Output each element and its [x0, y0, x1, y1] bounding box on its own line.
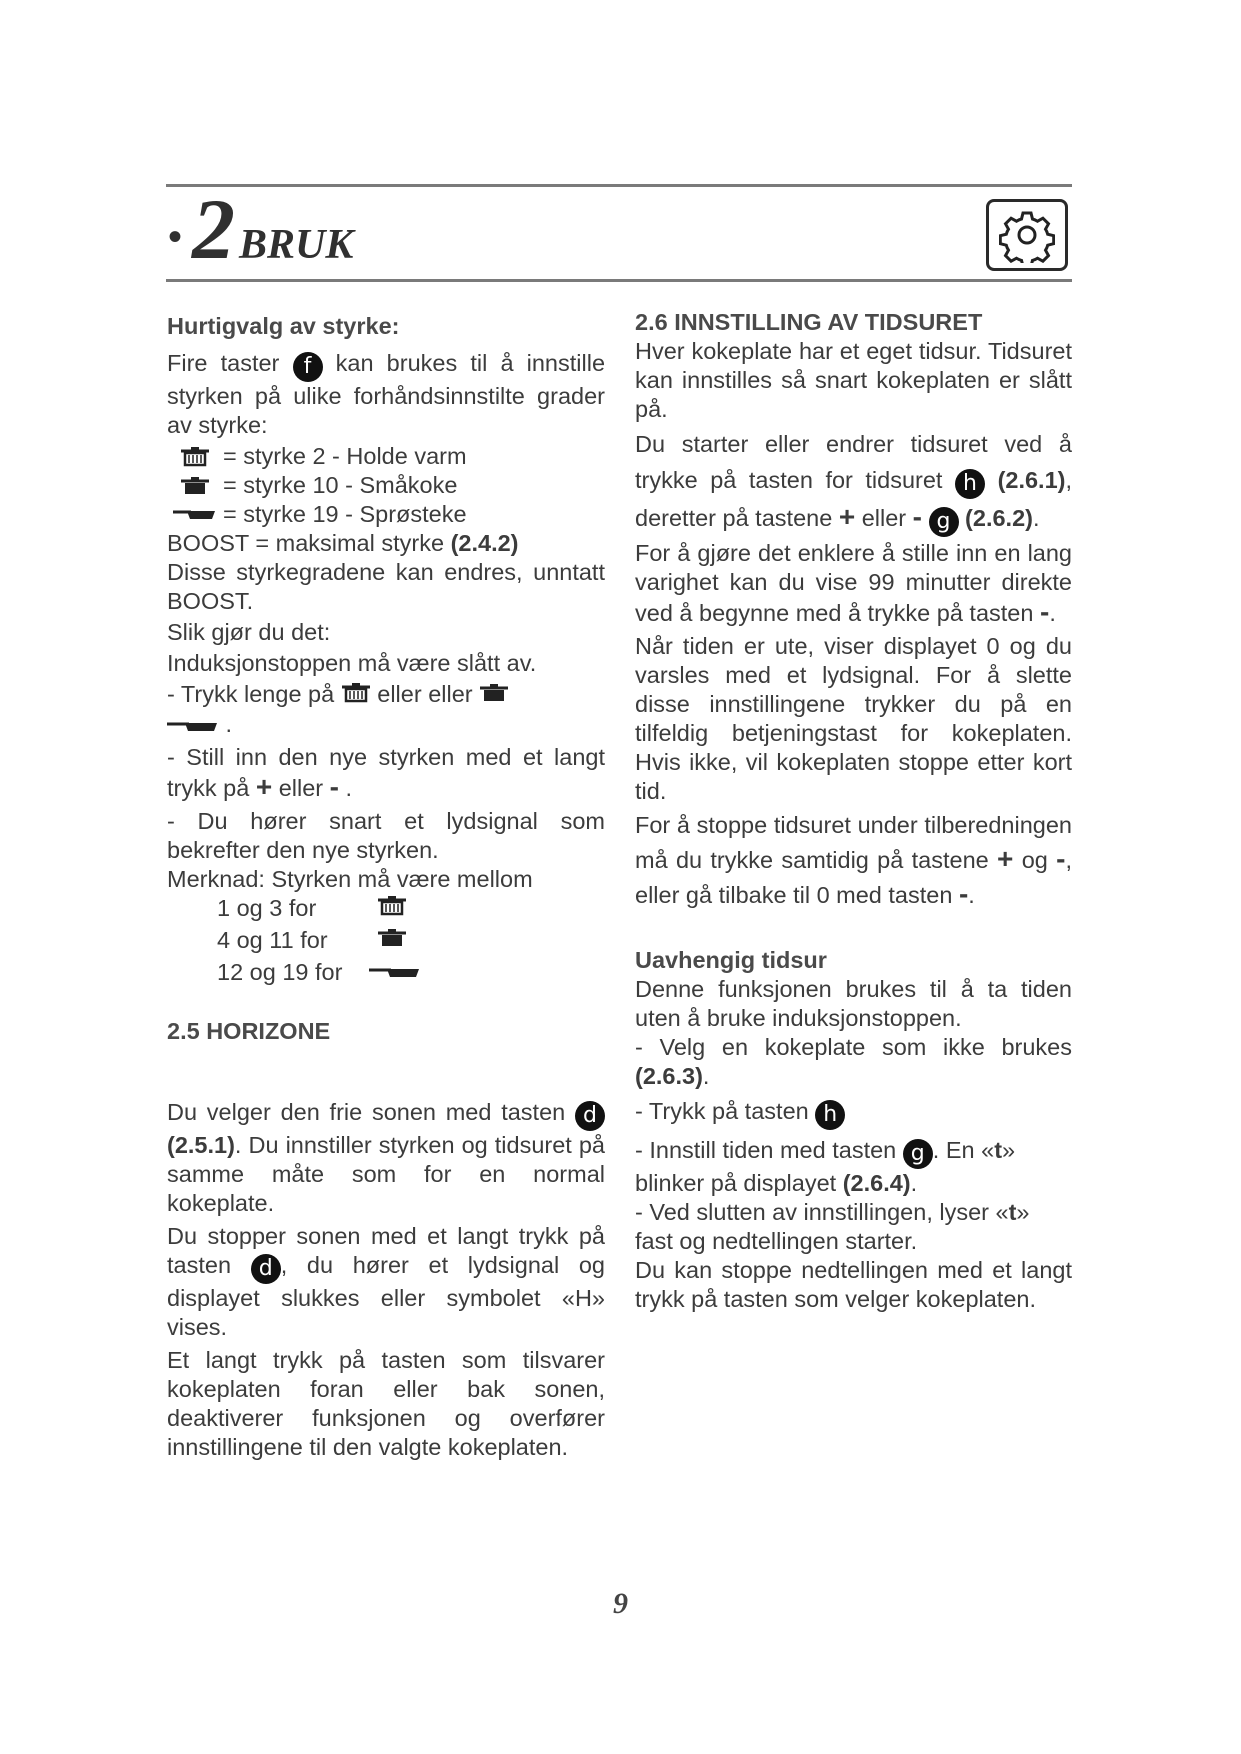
- reference: (2.6.4): [842, 1170, 911, 1196]
- text: , deretter på tastene: [635, 467, 1073, 531]
- pot-icon: [377, 926, 407, 955]
- step-signal: - Du hører snart et lydsignal som bekrefter den nye styrken.: [167, 807, 605, 863]
- text: . En «: [932, 1137, 995, 1163]
- right-column: [635, 308, 1072, 1314]
- reference: (2.6.2): [965, 505, 1033, 531]
- minus-key: -: [958, 878, 969, 909]
- page-number: 9: [613, 1587, 628, 1620]
- step-countdown: [635, 1198, 1072, 1256]
- step-set-time: [635, 1136, 1072, 1198]
- text: - Ved slutten av innstillingen, lyser «: [635, 1199, 1009, 1225]
- key-d-badge: d: [575, 1101, 605, 1131]
- minus-key: -: [329, 770, 339, 802]
- range-row: [217, 926, 605, 955]
- heading-quick-select: Hurtigvalg av styrke:: [167, 313, 400, 339]
- text: » blinker på displayet: [635, 1137, 1016, 1196]
- reference: (2.5.1): [167, 1131, 235, 1158]
- paragraph: Denne funksjonen brukes til å ta tiden uten å bruke induksjonstoppen.: [635, 976, 1072, 1031]
- text: .: [1049, 600, 1056, 626]
- key-g-badge: g: [903, 1139, 933, 1169]
- text: eller: [377, 681, 422, 707]
- pot-basket-icon: [341, 681, 371, 710]
- chapter-number: 2: [192, 181, 236, 277]
- text: og: [1021, 847, 1048, 873]
- text: , du hører et lydsignal og displayet slukkes eller symbolet «H» vises.: [167, 1251, 606, 1340]
- paragraph-intro: [167, 349, 605, 440]
- frying-pan-icon: [167, 508, 223, 522]
- text: eller: [861, 505, 907, 531]
- pot-basket-icon: [377, 894, 407, 923]
- step-set-level: [167, 743, 605, 803]
- text: - Trykk lenge på: [167, 681, 335, 707]
- key-g-badge: g: [929, 507, 959, 537]
- range-list: [167, 894, 605, 987]
- text: .: [225, 711, 233, 738]
- minus-key: -: [1039, 596, 1050, 627]
- key-f-badge: f: [293, 352, 323, 382]
- text: Du velger den frie sonen med tasten: [167, 1098, 566, 1125]
- heading-horizone: 2.5 HORIZONE: [167, 1017, 331, 1044]
- text: For å gjøre det enklere å stille inn en lang varighet kan du vise 99 minutter direkte ved å begynne med å trykke på tasten: [635, 540, 1072, 626]
- level-text: = styrke 2 - Holde varm: [223, 443, 467, 469]
- paragraph-time-up: Når tiden er ute, viser displayet 0 og du varsles med et lydsignal. For å slette disse innstillingene trykker du på en tilfeldig betjeningstast for kokeplaten. Hvis ikke, vil kokeplaten stoppe etter kort tid.: [635, 633, 1072, 804]
- text: .: [702, 1063, 710, 1089]
- pot-icon: [479, 681, 509, 710]
- paragraph: Disse styrkegradene kan endres, unntatt BOOST.: [167, 559, 605, 614]
- minus-key: -: [1056, 843, 1066, 874]
- text: For å stoppe tidsuret under tilberedningen må du trykke samtidig på tastene: [635, 812, 1072, 873]
- heading-timer: 2.6 INNSTILLING AV TIDSURET: [635, 309, 983, 335]
- reference: (2.6.3): [635, 1063, 703, 1089]
- paragraph-horizone-select: [167, 1098, 605, 1218]
- level-list: [167, 442, 605, 529]
- text: - Velg en kokeplate som ikke brukes: [635, 1034, 1072, 1060]
- text: eller: [278, 774, 324, 801]
- text: eller: [428, 681, 473, 707]
- key-h-badge: h: [815, 1100, 845, 1130]
- text: .: [968, 882, 975, 908]
- heading-independent-timer: Uavhengig tidsur: [635, 947, 827, 973]
- reference: (2.6.1): [997, 467, 1066, 493]
- text: .: [910, 1170, 918, 1196]
- minus-key: -: [912, 501, 922, 532]
- chapter-bullet: •: [168, 214, 183, 259]
- step-press-key: [635, 1097, 1072, 1130]
- paragraph: Hver kokeplate har et eget tidsur. Tidsuret kan innstilles så snart kokeplaten er slått på.: [635, 338, 1072, 422]
- chapter-heading: [168, 181, 354, 278]
- frying-pan-icon: [369, 958, 421, 987]
- text: . Du innstiller styrken og tidsuret på samme måte som for en normal kokeplate.: [167, 1131, 605, 1216]
- text: kan brukes til å innstille styrken på ulike forhåndsinnstilte grader av styrke:: [167, 350, 606, 438]
- chapter-title: BRUK: [239, 222, 354, 268]
- range-text: 1 og 3 for: [217, 894, 317, 921]
- paragraph-stop-countdown: Du kan stoppe nedtellingen med et langt trykk på tasten som velger kokeplaten.: [635, 1257, 1072, 1312]
- level-row: [167, 500, 605, 529]
- text: Du stopper sonen med et langt trykk på tasten: [167, 1222, 605, 1278]
- paragraph: Slik gjør du det:: [167, 619, 331, 645]
- t-symbol: t: [994, 1137, 1003, 1163]
- plus-key: +: [255, 770, 273, 802]
- paragraph: Induksjonstoppen må være slått av.: [167, 650, 537, 676]
- boost-line: [167, 529, 605, 558]
- level-row: [167, 442, 605, 471]
- step-long-press: [167, 680, 605, 741]
- key-d-badge: d: [251, 1254, 281, 1284]
- frying-pan-icon: [167, 712, 219, 741]
- text: - Trykk på tasten: [635, 1098, 809, 1124]
- step-select-zone: [635, 1033, 1072, 1091]
- text: BOOST = maksimal styrke: [167, 530, 445, 556]
- pot-icon: [167, 476, 223, 496]
- range-text: 12 og 19 for: [217, 958, 343, 985]
- level-text: = styrke 19 - Sprøsteke: [223, 501, 467, 527]
- text: Du starter eller endrer tidsuret ved å trykke på tasten for tidsuret: [635, 431, 1072, 493]
- level-text: = styrke 10 - Småkoke: [223, 472, 458, 498]
- level-row: [167, 471, 605, 500]
- text: - Innstill tiden med tasten: [635, 1137, 897, 1163]
- t-symbol: t: [1008, 1199, 1017, 1225]
- text: , eller gå tilbake til 0 med tasten: [635, 847, 1073, 908]
- paragraph-horizone-deactivate: Et langt trykk på tasten som tilsvarer kokeplaten foran eller bak sonen, deaktiverer funksjonen og overfører innstillingene til den valgte kokeplaten.: [167, 1346, 605, 1460]
- paragraph-start-timer: [635, 426, 1072, 537]
- note: Merknad: Styrken må være mellom: [167, 865, 533, 892]
- text: Fire taster: [167, 350, 280, 376]
- reference: (2.4.2): [450, 530, 519, 556]
- header-rule-bottom: [166, 279, 1072, 282]
- range-row: [217, 958, 605, 987]
- key-h-badge: h: [955, 469, 985, 499]
- text: .: [1032, 505, 1040, 531]
- text: - Still inn den nye styrken med et langt trykk på: [167, 743, 605, 801]
- plus-key: +: [838, 501, 856, 532]
- range-text: 4 og 11 for: [217, 926, 328, 953]
- paragraph-stop-timer: [635, 808, 1072, 912]
- left-column: [167, 312, 605, 1462]
- paragraph-99-minutes: [635, 539, 1072, 628]
- text: » fast og nedtellingen starter.: [635, 1199, 1030, 1254]
- gear-icon: [986, 199, 1068, 271]
- plus-key: +: [997, 843, 1014, 874]
- pot-basket-icon: [167, 447, 223, 467]
- text: .: [345, 774, 353, 801]
- range-row: [217, 894, 605, 923]
- paragraph-horizone-stop: [167, 1222, 605, 1342]
